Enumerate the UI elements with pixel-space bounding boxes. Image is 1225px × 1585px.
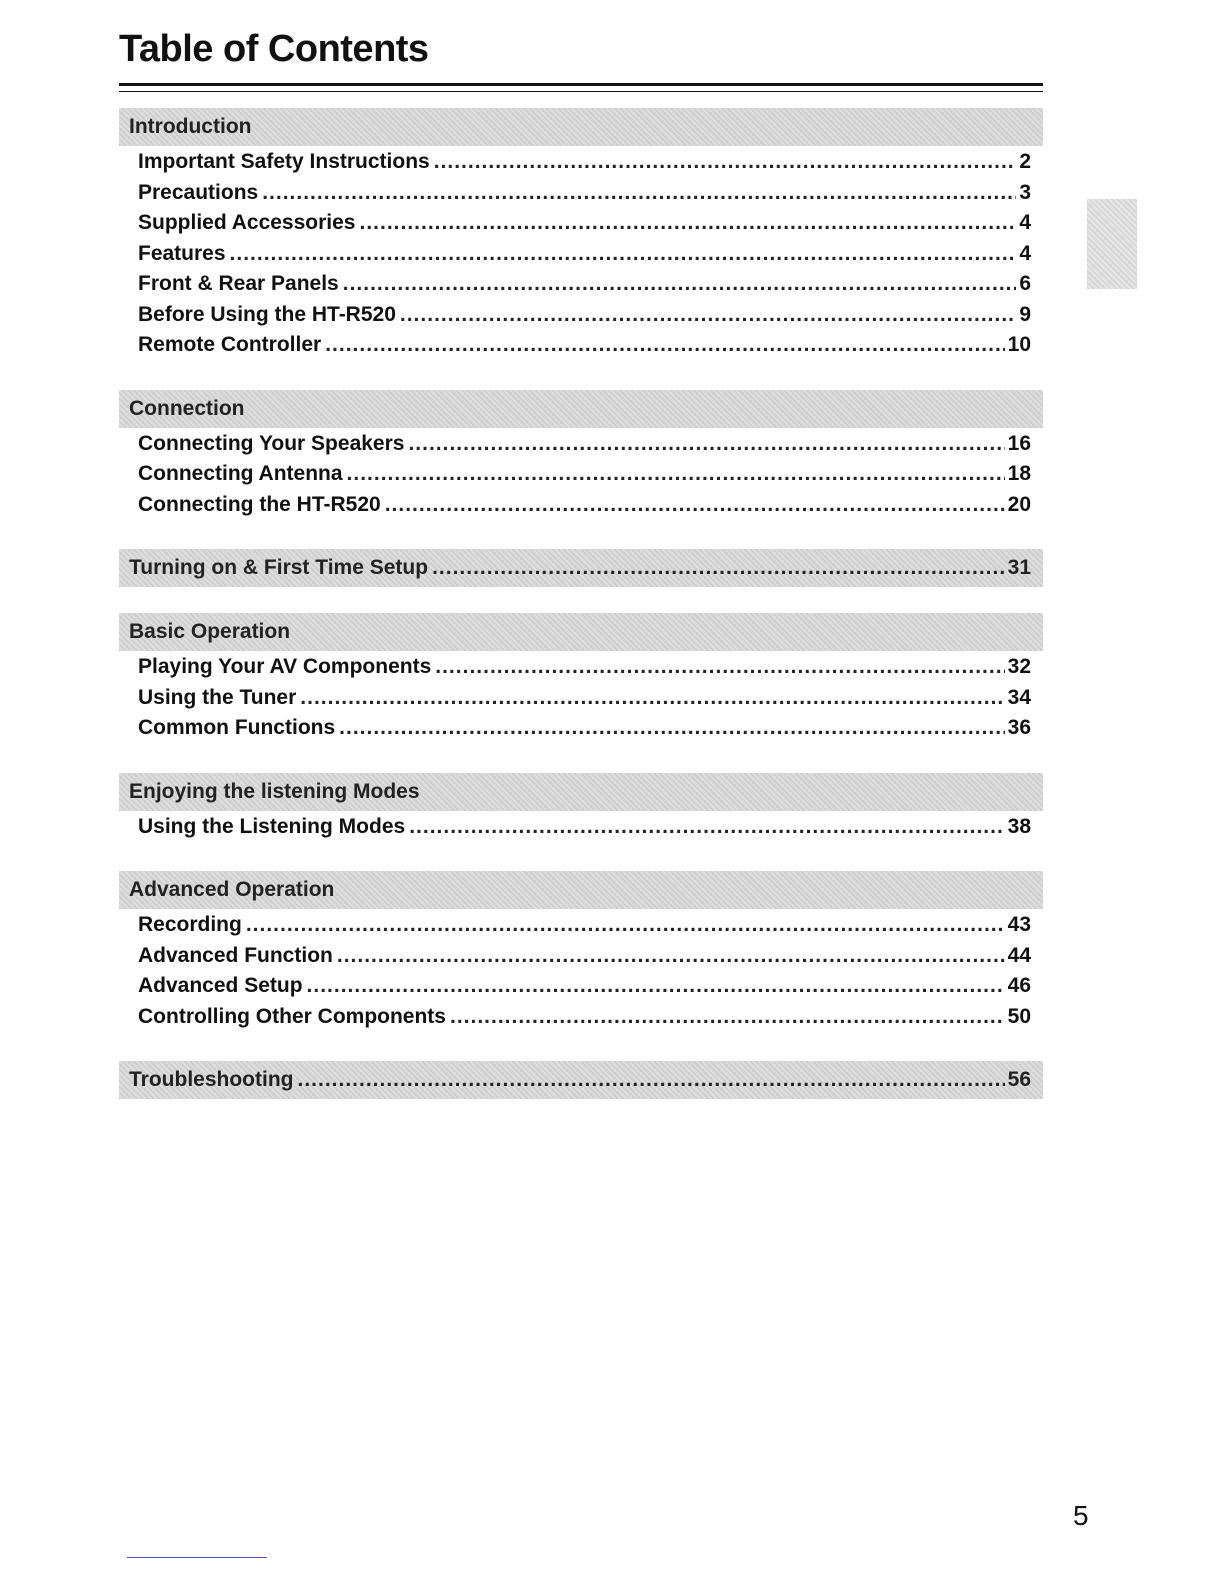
entry-page: 16 xyxy=(1007,431,1031,455)
footer-line xyxy=(127,1557,267,1558)
section-page: 56 xyxy=(1007,1068,1031,1091)
dot-leader xyxy=(307,974,1005,998)
dot-leader xyxy=(246,913,1005,937)
entry-title: Using the Listening Modes xyxy=(138,814,406,838)
entry-page: 36 xyxy=(1007,716,1031,739)
entry-page: 38 xyxy=(1007,814,1031,838)
dot-leader xyxy=(325,333,1004,357)
toc-entry-common-functions[interactable] xyxy=(138,716,1031,747)
dot-leader xyxy=(337,944,1005,968)
section-title: Introduction xyxy=(129,115,252,138)
title-rule-thin xyxy=(119,91,1043,92)
toc-section-troubleshooting xyxy=(119,1061,1043,1099)
dot-leader xyxy=(432,556,1005,580)
dot-leader xyxy=(343,272,1017,296)
side-tab-marker xyxy=(1087,199,1137,289)
section-title: Connection xyxy=(129,396,245,420)
dot-leader xyxy=(230,242,1017,266)
section-header xyxy=(119,390,1043,428)
section-header xyxy=(119,108,1043,146)
toc-section-connection xyxy=(119,390,1043,524)
entry-page: 3 xyxy=(1019,180,1031,204)
toc-entry-features[interactable] xyxy=(138,242,1031,273)
entry-page: 18 xyxy=(1007,462,1031,485)
section-header[interactable] xyxy=(119,549,1043,587)
toc-entry-remote-controller[interactable] xyxy=(138,333,1031,364)
toc-entry-advanced-function[interactable] xyxy=(138,944,1031,975)
entry-title: Precautions xyxy=(138,180,259,204)
entry-title: Playing Your AV Components xyxy=(138,655,432,678)
page-title: Table of Contents xyxy=(119,28,429,70)
entry-page: 46 xyxy=(1007,974,1031,997)
entry-title: Remote Controller xyxy=(138,333,322,356)
entry-page: 34 xyxy=(1007,685,1031,709)
entry-page: 10 xyxy=(1007,333,1031,356)
entry-page: 6 xyxy=(1019,272,1031,295)
toc-entry-list xyxy=(119,811,1043,846)
entry-title: Using the Tuner xyxy=(138,685,297,709)
dot-leader xyxy=(347,462,1005,486)
toc-entry-playing-your-av-components[interactable] xyxy=(138,655,1031,686)
entry-title: Common Functions xyxy=(138,716,336,739)
entry-title: Front & Rear Panels xyxy=(138,272,339,295)
dot-leader xyxy=(297,1068,1004,1092)
section-title: Advanced Operation xyxy=(129,878,335,901)
dot-leader xyxy=(359,211,1016,235)
toc-entry-connecting-your-speakers[interactable] xyxy=(138,432,1031,463)
entry-page: 4 xyxy=(1019,241,1031,265)
dot-leader xyxy=(385,493,1005,517)
section-header xyxy=(119,613,1043,651)
entry-page: 43 xyxy=(1007,913,1031,936)
toc-entry-precautions[interactable] xyxy=(138,181,1031,212)
dot-leader xyxy=(300,686,1004,710)
entry-page: 9 xyxy=(1019,302,1031,326)
page-number: 5 xyxy=(1073,1500,1089,1531)
entry-page: 4 xyxy=(1019,211,1031,234)
toc-section-basic-operation xyxy=(119,613,1043,747)
toc-section-introduction xyxy=(119,108,1043,364)
toc-entry-advanced-setup[interactable] xyxy=(138,974,1031,1005)
section-title: Enjoying the listening Modes xyxy=(129,779,420,803)
dot-leader xyxy=(435,655,1004,679)
dot-leader xyxy=(408,432,1004,456)
table-of-contents xyxy=(119,108,1043,1125)
section-header xyxy=(119,773,1043,811)
toc-entry-before-using-the-ht-r520[interactable] xyxy=(138,303,1031,334)
title-rule xyxy=(119,83,1043,86)
section-page: 31 xyxy=(1007,556,1031,579)
toc-section-advanced-operation xyxy=(119,871,1043,1035)
entry-title: Recording xyxy=(138,913,242,936)
entry-page: 2 xyxy=(1019,150,1031,173)
toc-entry-connecting-the-ht-r520[interactable] xyxy=(138,493,1031,524)
entry-page: 50 xyxy=(1007,1004,1031,1028)
entry-title: Connecting the HT-R520 xyxy=(138,492,381,516)
dot-leader xyxy=(400,303,1016,327)
toc-section-enjoying-the-listening-modes xyxy=(119,773,1043,846)
toc-entry-recording[interactable] xyxy=(138,913,1031,944)
entry-page: 20 xyxy=(1007,492,1031,516)
entry-title: Controlling Other Components xyxy=(138,1004,446,1028)
entry-page: 32 xyxy=(1007,655,1031,678)
section-title: Turning on & First Time Setup xyxy=(129,556,429,579)
toc-entry-list xyxy=(119,146,1043,364)
section-header[interactable] xyxy=(119,1061,1043,1099)
dot-leader xyxy=(409,815,1004,839)
entry-title: Important Safety Instructions xyxy=(138,150,430,173)
entry-title: Connecting Your Speakers xyxy=(138,431,405,455)
toc-entry-connecting-antenna[interactable] xyxy=(138,462,1031,493)
toc-entry-front-and-rear-panels[interactable] xyxy=(138,272,1031,303)
dot-leader xyxy=(262,181,1016,205)
toc-entry-list xyxy=(119,428,1043,524)
entry-title: Supplied Accessories xyxy=(138,211,356,234)
dot-leader xyxy=(450,1005,1005,1029)
section-title: Troubleshooting xyxy=(129,1068,294,1091)
toc-entry-using-the-listening-modes[interactable] xyxy=(138,815,1031,846)
entry-page: 44 xyxy=(1007,943,1031,967)
toc-entry-controlling-other-components[interactable] xyxy=(138,1005,1031,1036)
toc-entry-using-the-tuner[interactable] xyxy=(138,686,1031,717)
dot-leader xyxy=(339,716,1004,740)
entry-title: Connecting Antenna xyxy=(138,462,343,485)
toc-entry-list xyxy=(119,651,1043,747)
entry-title: Advanced Function xyxy=(138,943,333,967)
toc-entry-supplied-accessories[interactable] xyxy=(138,211,1031,242)
section-header xyxy=(119,871,1043,909)
toc-entry-important-safety-instructions[interactable] xyxy=(138,150,1031,181)
entry-title: Before Using the HT-R520 xyxy=(138,302,396,326)
section-title: Basic Operation xyxy=(129,620,291,643)
dot-leader xyxy=(434,150,1017,174)
entry-title: Features xyxy=(138,241,226,265)
toc-entry-list xyxy=(119,909,1043,1035)
entry-title: Advanced Setup xyxy=(138,974,303,997)
toc-section-turning-on-and-first-time-setup xyxy=(119,549,1043,587)
